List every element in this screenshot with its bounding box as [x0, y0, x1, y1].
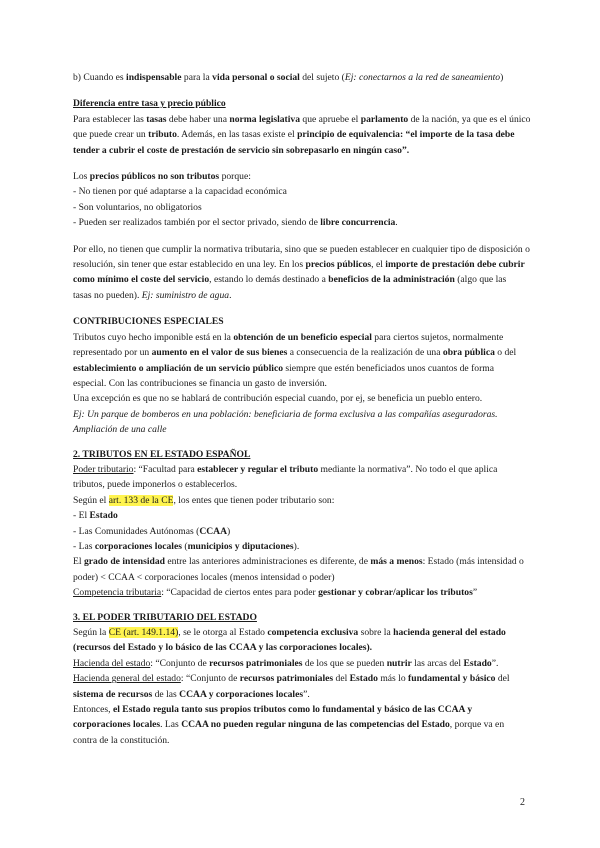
text: a consecuencia de la realización de una: [287, 347, 443, 359]
text: establecer y regular el tributo: [197, 463, 319, 475]
paragraph-line: [73, 127, 535, 142]
text: que apruebe el: [300, 113, 361, 125]
text: - El: [73, 510, 90, 522]
text: resolución, sin tener que estar establecido en una ley. En los: [73, 259, 306, 271]
text: - Las Comunidades Autónomas (: [73, 525, 200, 537]
paragraph-line: [73, 257, 535, 272]
text: competencia exclusiva: [267, 627, 359, 638]
text: (: [181, 540, 188, 552]
text: Hacienda general del estado: [73, 673, 181, 685]
list-item: [73, 539, 535, 554]
text: Estado: [463, 657, 492, 669]
text: mediante la normativa”. No todo el que aplica: [318, 463, 498, 475]
text: recursos patrimoniales: [239, 673, 334, 685]
text: Según el: [73, 494, 109, 506]
text: las arcas del: [411, 657, 464, 669]
text: grado de intensidad: [83, 556, 165, 568]
list-item: [73, 524, 535, 539]
text: : “Capacidad de ciertos entes para poder: [161, 587, 319, 599]
text: fundamental y básico: [408, 673, 496, 685]
text: Ej: conectarnos a la red de saneamiento: [344, 72, 501, 83]
text: municipios y diputaciones: [187, 540, 294, 552]
text: el Estado regula tanto sus propios tributos como lo fundamental y básico de las CCAA y: [112, 704, 473, 716]
paragraph-line: [73, 687, 535, 702]
list-item: [73, 215, 535, 230]
text: tender a cubrir el coste de prestación de servicio sin sobrepasarlo en ningún caso: [73, 144, 402, 156]
list-item: [73, 508, 535, 523]
paragraph-line: [73, 169, 535, 184]
text: obtención de un beneficio especial: [233, 331, 372, 343]
text: CCAA y corporaciones locales: [179, 688, 304, 700]
paragraph-line: [73, 717, 535, 732]
text: : “Conjunto de: [150, 657, 210, 669]
text: para ciertos sujetos, normalmente: [371, 331, 504, 343]
text: , los entes que tienen poder tributario son:: [173, 494, 335, 506]
text: parlamento: [360, 113, 409, 125]
section-heading-tributos: 2. TRIBUTOS EN EL ESTADO ESPAÑOL: [73, 448, 251, 460]
text: del: [495, 673, 510, 685]
text: Entonces,: [73, 704, 113, 716]
paragraph-line: [73, 143, 535, 158]
text: nutrir: [386, 657, 412, 669]
text: del sujeto (: [299, 72, 345, 83]
text: , se le otorga al Estado: [178, 627, 268, 638]
text: Tributos cuyo hecho imponible está en la: [73, 331, 234, 343]
paragraph-line: [73, 112, 535, 127]
paragraph-line: [73, 702, 535, 717]
text: (recursos del Estado y lo básico de las CCAA y las corporaciones locales).: [73, 642, 373, 654]
paragraph-line: [73, 671, 535, 686]
example-line: [73, 422, 535, 437]
text: ): [227, 525, 231, 537]
text: de la nación, ya que es el único: [408, 113, 531, 125]
paragraph-line: [73, 361, 535, 376]
text: de las: [152, 688, 180, 700]
paragraph-line: [73, 585, 535, 600]
text: - Las: [73, 540, 95, 552]
text: del: [333, 673, 350, 685]
paragraph-line: Una excepción es que no se hablará de contribución especial cuando, por ej, se beneficia un pueblo entero.: [73, 393, 483, 405]
text: recursos patrimoniales: [209, 657, 303, 669]
example-line: [73, 407, 535, 422]
text: ”.: [401, 144, 410, 156]
text: o del: [494, 347, 517, 359]
page-number: 2: [520, 797, 525, 808]
text: corporaciones locales: [73, 719, 161, 731]
text: . Las: [160, 719, 182, 731]
text: norma legislativa: [229, 113, 301, 125]
text: Los: [73, 171, 90, 183]
text: CCAA no pueden regular ninguna de las competencias del Estado: [181, 719, 450, 731]
text: Ampliación de una calle: [73, 424, 167, 436]
highlighted-text: CE (art. 149.1.14): [108, 627, 179, 638]
text: entre las anteriores administraciones es diferente, de: [164, 556, 371, 568]
text: tasas: [146, 113, 167, 125]
text: : “el importe de la tasa debe: [399, 129, 515, 141]
text: más lo: [377, 673, 409, 685]
text: , porque va en: [449, 719, 505, 731]
text: Ej: Un parque de bomberos en una población: beneficiaria de forma exclusiva a las compañías aseguradoras.: [73, 408, 498, 420]
text: Ej: suministro de agua: [141, 289, 230, 301]
text: establecimiento o ampliación de un servicio público: [73, 362, 283, 374]
paragraph-line: tributos, puede imponerlos o establecerlos.: [73, 479, 238, 491]
paragraph-line: [73, 288, 535, 303]
text: obra pública: [442, 347, 495, 359]
text: aumento en el valor de sus bienes: [151, 347, 288, 359]
text: .: [395, 217, 398, 229]
text: precios públicos no son tributos: [89, 171, 220, 183]
text: , el: [371, 259, 386, 271]
text: Según la: [73, 627, 109, 638]
paragraph-line: [73, 493, 535, 508]
text: beneficios de la administración: [328, 274, 455, 286]
text: sistema de recursos: [73, 688, 153, 700]
text: . Además, en las tasas existe el: [176, 129, 298, 141]
text: b) Cuando es: [73, 72, 127, 83]
paragraph-line: [73, 272, 535, 287]
text: tasas no pueden).: [73, 289, 142, 301]
text: ”.: [303, 688, 310, 700]
paragraph-line: especial. Con las contribuciones se financia un gasto de inversión.: [73, 377, 327, 389]
text: Estado: [89, 510, 118, 522]
text: Estado: [349, 673, 378, 685]
paragraph-line: Por ello, no tienen que cumplir la normativa tributaria, sino que se pueden establecer en cualquier tipo de disposición o: [73, 243, 530, 255]
text: sobre la: [358, 627, 394, 638]
text: indispensable: [126, 72, 182, 83]
section-heading-poder: 3. EL PODER TRIBUTARIO DEL ESTADO: [73, 611, 257, 623]
text: tributo: [148, 129, 177, 141]
list-item: - Son voluntarios, no obligatorios: [73, 201, 202, 213]
text: vida personal o social: [212, 72, 300, 83]
text: corporaciones locales: [94, 540, 182, 552]
text: ).: [293, 540, 300, 552]
text: El: [73, 556, 84, 568]
paragraph-line: [73, 625, 535, 640]
paragraph-line: [73, 330, 535, 345]
text: que puede crear un: [73, 129, 149, 141]
text: : “Facultad para: [133, 463, 198, 475]
text: ”.: [491, 657, 499, 669]
text: de los que se pueden: [302, 657, 387, 669]
text: .: [229, 289, 232, 301]
paragraph-line: [73, 554, 535, 569]
paragraph-line: [73, 462, 535, 477]
paragraph-line: contra de la constitución.: [73, 734, 170, 746]
highlighted-text: art. 133 de la CE: [108, 494, 174, 506]
text: Poder tributario: [73, 463, 134, 475]
text: , estando lo demás destinado a: [209, 274, 329, 286]
text: precios públicos: [305, 259, 372, 271]
text: debe haber una: [166, 113, 230, 125]
text: porque:: [219, 171, 251, 183]
text: : “Conjunto de: [180, 673, 240, 685]
paragraph-line: [73, 345, 535, 360]
text: como mínimo el coste del servicio: [73, 274, 210, 286]
text: representado por un: [73, 347, 152, 359]
text: ”: [472, 587, 478, 599]
section-heading-tasa: Diferencia entre tasa y precio público: [73, 98, 226, 110]
section-heading-contribuciones: CONTRIBUCIONES ESPECIALES: [73, 316, 224, 328]
document-body: [73, 70, 535, 748]
paragraph-line: poder) < CCAA < corporaciones locales (menos intensidad o poder): [73, 571, 335, 583]
text: principio de equivalencia: [297, 129, 400, 141]
paragraph-line: [73, 640, 535, 655]
text: : Estado (más intensidad o: [422, 556, 524, 568]
text: (algo que las: [454, 274, 507, 286]
text: importe de prestación debe cubrir: [385, 259, 525, 271]
text: más a menos: [370, 556, 423, 568]
text: siempre que estén beneficiados unos cuantos de forma: [283, 362, 494, 374]
list-item: - No tienen por qué adaptarse a la capacidad económica: [73, 186, 287, 198]
text: gestionar y cobrar/aplicar los tributos: [318, 587, 473, 599]
text: Para establecer las: [73, 113, 147, 125]
text: hacienda general del estado: [393, 627, 506, 638]
text: ): [500, 72, 504, 83]
text: para la: [181, 72, 213, 83]
text: CCAA: [199, 525, 228, 537]
text: Hacienda del estado: [73, 657, 151, 669]
text: - Pueden ser realizados también por el sector privado, siendo de: [73, 217, 321, 229]
intro-line: [73, 70, 535, 85]
text: Competencia tributaria: [73, 587, 162, 599]
text: libre concurrencia: [320, 217, 396, 229]
paragraph-line: [73, 656, 535, 671]
